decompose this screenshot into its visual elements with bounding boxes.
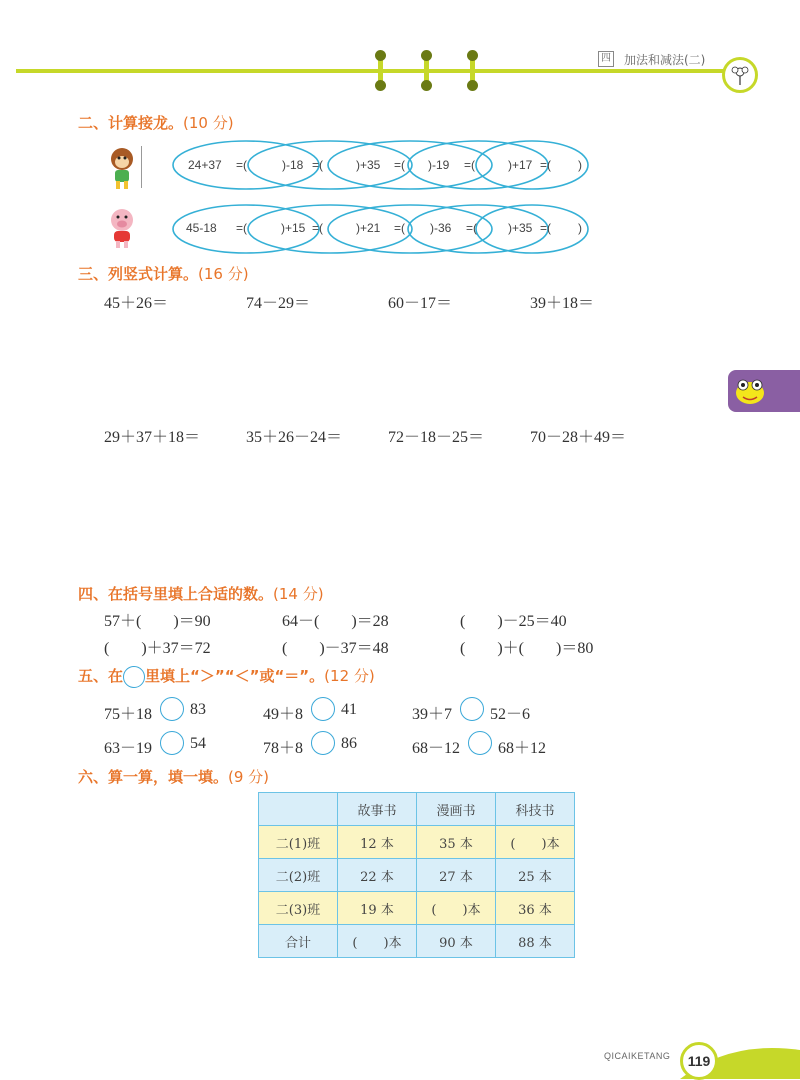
chain2-op: )-36	[430, 221, 452, 235]
fill-blank-problem: ( )－25＝40	[460, 613, 567, 630]
table-cell: 12 本	[338, 826, 417, 859]
table-row	[259, 892, 575, 925]
table-header-cell: 漫画书	[417, 793, 496, 826]
compare-right: 86	[341, 735, 357, 752]
vertical-problem: 74－29＝	[246, 295, 311, 312]
section5-title-b: 里填上“＞”“＜”或“＝”。	[145, 667, 325, 685]
table-cell: 25 本	[496, 859, 575, 892]
flower-icon	[725, 60, 755, 90]
section2-title	[78, 112, 234, 133]
section6-title	[78, 766, 269, 787]
compare-circle[interactable]	[160, 731, 184, 755]
header-badge	[722, 57, 758, 93]
side-tab	[728, 370, 800, 412]
table-header-row	[259, 793, 575, 826]
section4-title	[78, 583, 324, 604]
page-number: 119	[680, 1042, 718, 1080]
table-cell: 二(1)班	[259, 826, 338, 859]
vertical-problem: 39＋18＝	[530, 295, 595, 312]
table-cell[interactable]: ( )本	[496, 826, 575, 859]
compare-left: 63－19	[104, 740, 153, 757]
section6-title-text: 六、算一算，填一填。	[78, 768, 229, 786]
compare-left: 78＋8	[263, 740, 304, 757]
section4-title-text: 四、在括号里填上合适的数。	[78, 585, 274, 603]
binder-dot	[375, 50, 386, 61]
compare-left: 49＋8	[263, 706, 304, 723]
compare-left: 68－12	[412, 740, 461, 757]
table-cell: 35 本	[417, 826, 496, 859]
divider-line	[141, 146, 142, 188]
table-cell: 27 本	[417, 859, 496, 892]
monkey-icon	[104, 146, 140, 190]
table-cell: 19 本	[338, 892, 417, 925]
binder-dot	[467, 50, 478, 61]
compare-circle[interactable]	[460, 697, 484, 721]
compare-right: 83	[190, 701, 206, 718]
compare-circle[interactable]	[311, 697, 335, 721]
chain2-eq: =(	[540, 221, 552, 235]
title-circle-icon	[123, 666, 145, 688]
compare-left: 39＋7	[412, 706, 453, 723]
vertical-problem: 60－17＝	[388, 295, 453, 312]
chain2-op: )+35	[508, 221, 533, 235]
section6-points: (9 分)	[228, 768, 270, 786]
chain1-eq: =(	[540, 158, 552, 172]
chapter-title: 加法和减法(二)	[624, 53, 706, 67]
fill-blank-problem: ( )＋37＝72	[104, 640, 211, 657]
section5-points: (12 分)	[324, 667, 375, 685]
table-cell: 90 本	[417, 925, 496, 958]
section5-title	[78, 665, 375, 688]
section3-points: (16 分)	[198, 265, 249, 283]
section2-title-text: 二、计算接龙。	[78, 114, 184, 132]
chain2-eq: =(	[236, 221, 248, 235]
compare-right: 68＋12	[498, 740, 547, 757]
chain1-op: )+17	[508, 158, 533, 172]
table-cell: 36 本	[496, 892, 575, 925]
compare-circle[interactable]	[311, 731, 335, 755]
chain1-op: )+35	[356, 158, 381, 172]
fill-blank-problem: 64－( )＝28	[282, 613, 389, 630]
table-header-cell: 科技书	[496, 793, 575, 826]
vertical-problem: 29＋37＋18＝	[104, 429, 201, 446]
chapter-number: 四	[598, 51, 614, 67]
chain2-eq: =(	[466, 221, 478, 235]
section5-title-a: 五、在	[78, 667, 124, 685]
compare-circle[interactable]	[468, 731, 492, 755]
table-row	[259, 859, 575, 892]
chain1-end: )	[578, 158, 582, 172]
table-row	[259, 925, 575, 958]
table-row	[259, 826, 575, 859]
compare-circle[interactable]	[160, 697, 184, 721]
chain2-op: )+21	[356, 221, 381, 235]
chain1-eq: =(	[394, 158, 406, 172]
binder-dot	[421, 50, 432, 61]
chain1-start: 24+37	[188, 158, 222, 172]
fill-blank-problem: ( )－37＝48	[282, 640, 389, 657]
vertical-problem: 72－18－25＝	[388, 429, 485, 446]
compare-right: 54	[190, 735, 206, 752]
vertical-problem: 70－28＋49＝	[530, 429, 627, 446]
table-cell[interactable]: ( )本	[338, 925, 417, 958]
table-cell: 二(3)班	[259, 892, 338, 925]
compare-right: 52－6	[490, 706, 531, 723]
fill-blank-problem: ( )＋( )＝80	[460, 640, 594, 657]
table-cell: 22 本	[338, 859, 417, 892]
chain2-eq: =(	[394, 221, 406, 235]
section4-points: (14 分)	[273, 585, 324, 603]
vertical-problem: 35＋26－24＝	[246, 429, 343, 446]
brand-text: QICAIKETANG	[604, 1051, 671, 1061]
compare-left: 75＋18	[104, 706, 153, 723]
header-bar	[16, 69, 736, 73]
chain2-eq: =(	[312, 221, 324, 235]
binder-dot	[375, 80, 386, 91]
table-cell: 二(2)班	[259, 859, 338, 892]
table-cell: 合计	[259, 925, 338, 958]
fill-blank-problem: 57＋( )＝90	[104, 613, 211, 630]
table-cell[interactable]: ( )本	[417, 892, 496, 925]
binder-dot	[421, 80, 432, 91]
section3-title-text: 三、列竖式计算。	[78, 265, 199, 283]
chain2-op: )+15	[281, 221, 306, 235]
table-cell: 88 本	[496, 925, 575, 958]
book-table	[258, 792, 575, 958]
chain1-op: )-18	[282, 158, 304, 172]
chain1-eq: =(	[236, 158, 248, 172]
pig-icon	[104, 206, 140, 250]
chain1-eq: =(	[312, 158, 324, 172]
chain2-end: )	[578, 221, 582, 235]
section3-title	[78, 263, 249, 284]
binder-dot	[467, 80, 478, 91]
chain1-op: )-19	[428, 158, 450, 172]
section2-points: (10 分)	[183, 114, 234, 132]
chain2-start: 45-18	[186, 221, 217, 235]
chain1-eq: =(	[464, 158, 476, 172]
table-header-cell: 故事书	[338, 793, 417, 826]
table-header-cell	[259, 793, 338, 826]
vertical-problem: 45＋26＝	[104, 295, 169, 312]
compare-right: 41	[341, 701, 357, 718]
frog-icon	[730, 371, 770, 411]
